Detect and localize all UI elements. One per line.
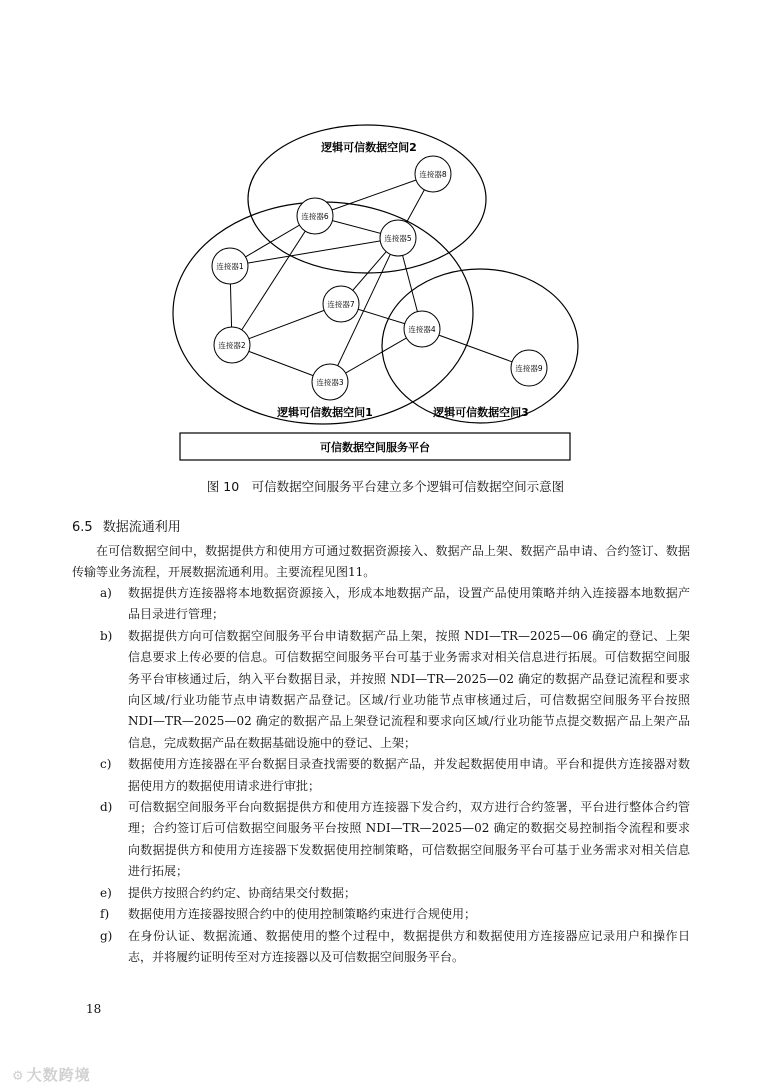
list-marker: f) — [100, 907, 110, 922]
figure-caption: 图 10 可信数据空间服务平台建立多个逻辑可信数据空间示意图 — [206, 479, 565, 494]
figure-diagram — [0, 0, 771, 500]
list-item — [72, 904, 690, 925]
list-text: 数据使用方连接器按照合约中的使用控制策略约束进行合规使用； — [128, 907, 477, 922]
watermark-text: 大数跨境 — [26, 1066, 91, 1084]
connection-lines — [230, 174, 529, 382]
platform-label: 可信数据空间服务平台 — [320, 441, 430, 454]
connector-2-label: 连接器2 — [218, 341, 246, 350]
watermark-icon: ⚙ — [12, 1069, 25, 1084]
list-item — [72, 583, 690, 626]
connector-5-label: 连接器5 — [384, 234, 412, 243]
space-2-label: 逻辑可信数据空间2 — [321, 141, 417, 154]
watermark — [12, 1064, 91, 1085]
list-text: 在身份认证、数据流通、数据使用的整个过程中，数据提供方和数据使用方连接器应记录用户和操作日志，并将履约证明传至对方连接器以及可信数据空间服务平台。 — [128, 928, 690, 964]
connector-8-label: 连接器8 — [419, 170, 447, 179]
list-marker: c) — [100, 757, 112, 772]
connector-3-label: 连接器3 — [316, 378, 344, 387]
section-number: 6.5 — [72, 520, 93, 535]
connector-9-label: 连接器9 — [515, 364, 543, 373]
page-number: 18 — [86, 1002, 102, 1016]
connector-6-label: 连接器6 — [301, 212, 329, 221]
list-item — [72, 797, 690, 883]
list-text: 数据使用方连接器在平台数据目录查找需要的数据产品，并发起数据使用申请。平台和提供方连接器对数据使用方的数据使用请求进行审批； — [128, 757, 690, 793]
list-text: 可信数据空间服务平台向数据提供方和使用方连接器下发合约，双方进行合约签署，平台进行整体合约管理；合约签订后可信数据空间服务平台按照 NDI—TR—2025—02 确定的数据交易控制指令流程和要求向数据提供方和使用方连接器下发数据使用控制策略，可信数据空间服务平台可基于业务需求对相关信息进行拓展； — [128, 800, 690, 879]
list-marker: b) — [100, 628, 113, 643]
space-3-ellipse — [382, 269, 578, 423]
list-item — [72, 754, 690, 797]
space-3-label: 逻辑可信数据空间3 — [433, 406, 529, 419]
space-1-label: 逻辑可信数据空间1 — [277, 406, 373, 419]
section-title: 数据流通利用 — [102, 520, 181, 535]
list-marker: e) — [100, 885, 112, 900]
list-item — [72, 926, 690, 969]
list-item — [72, 883, 690, 904]
section-heading — [72, 516, 181, 535]
list-item — [72, 626, 690, 754]
process-list — [72, 583, 690, 968]
list-text: 提供方按照合约约定、协商结果交付数据； — [128, 885, 357, 900]
intro-paragraph: 在可信数据空间中，数据提供方和使用方可通过数据资源接入、数据产品上架、数据产品申请、合约签订、数据传输等业务流程，开展数据流通利用。主要流程见图11。 — [72, 544, 690, 579]
list-text: 数据提供方连接器将本地数据资源接入，形成本地数据产品，设置产品使用策略并纳入连接器本地数据产品目录进行管理； — [128, 586, 690, 622]
connector-7-label: 连接器7 — [327, 300, 355, 309]
list-marker: a) — [100, 586, 112, 600]
connector-4-label: 连接器4 — [408, 325, 436, 334]
list-marker: g) — [100, 928, 113, 943]
list-text: 数据提供方向可信数据空间服务平台申请数据产品上架，按照 NDI—TR—2025—06 确定的登记、上架信息要求上传必要的信息。可信数据空间服务平台可基于业务需求对相关信息进行拓展。可信数据空间服务平台审核通过后，纳入平台数据目录，并按照 NDI—TR—2025—02 确定的数据产品登记流程和要求向区域/行业功能节点申请数据产品登记。区域/行业功能节点审核通过后，可信数据空间服务平台按照 NDI—TR—2025—02 确定的数据产品上架登记流程和要求向区域/行业功能节点提交数据产品上架产品信息，完成数据产品在数据基础设施中的登记、上架； — [128, 628, 690, 750]
connector-1-label: 连接器1 — [216, 262, 244, 271]
list-marker: d) — [100, 800, 113, 815]
